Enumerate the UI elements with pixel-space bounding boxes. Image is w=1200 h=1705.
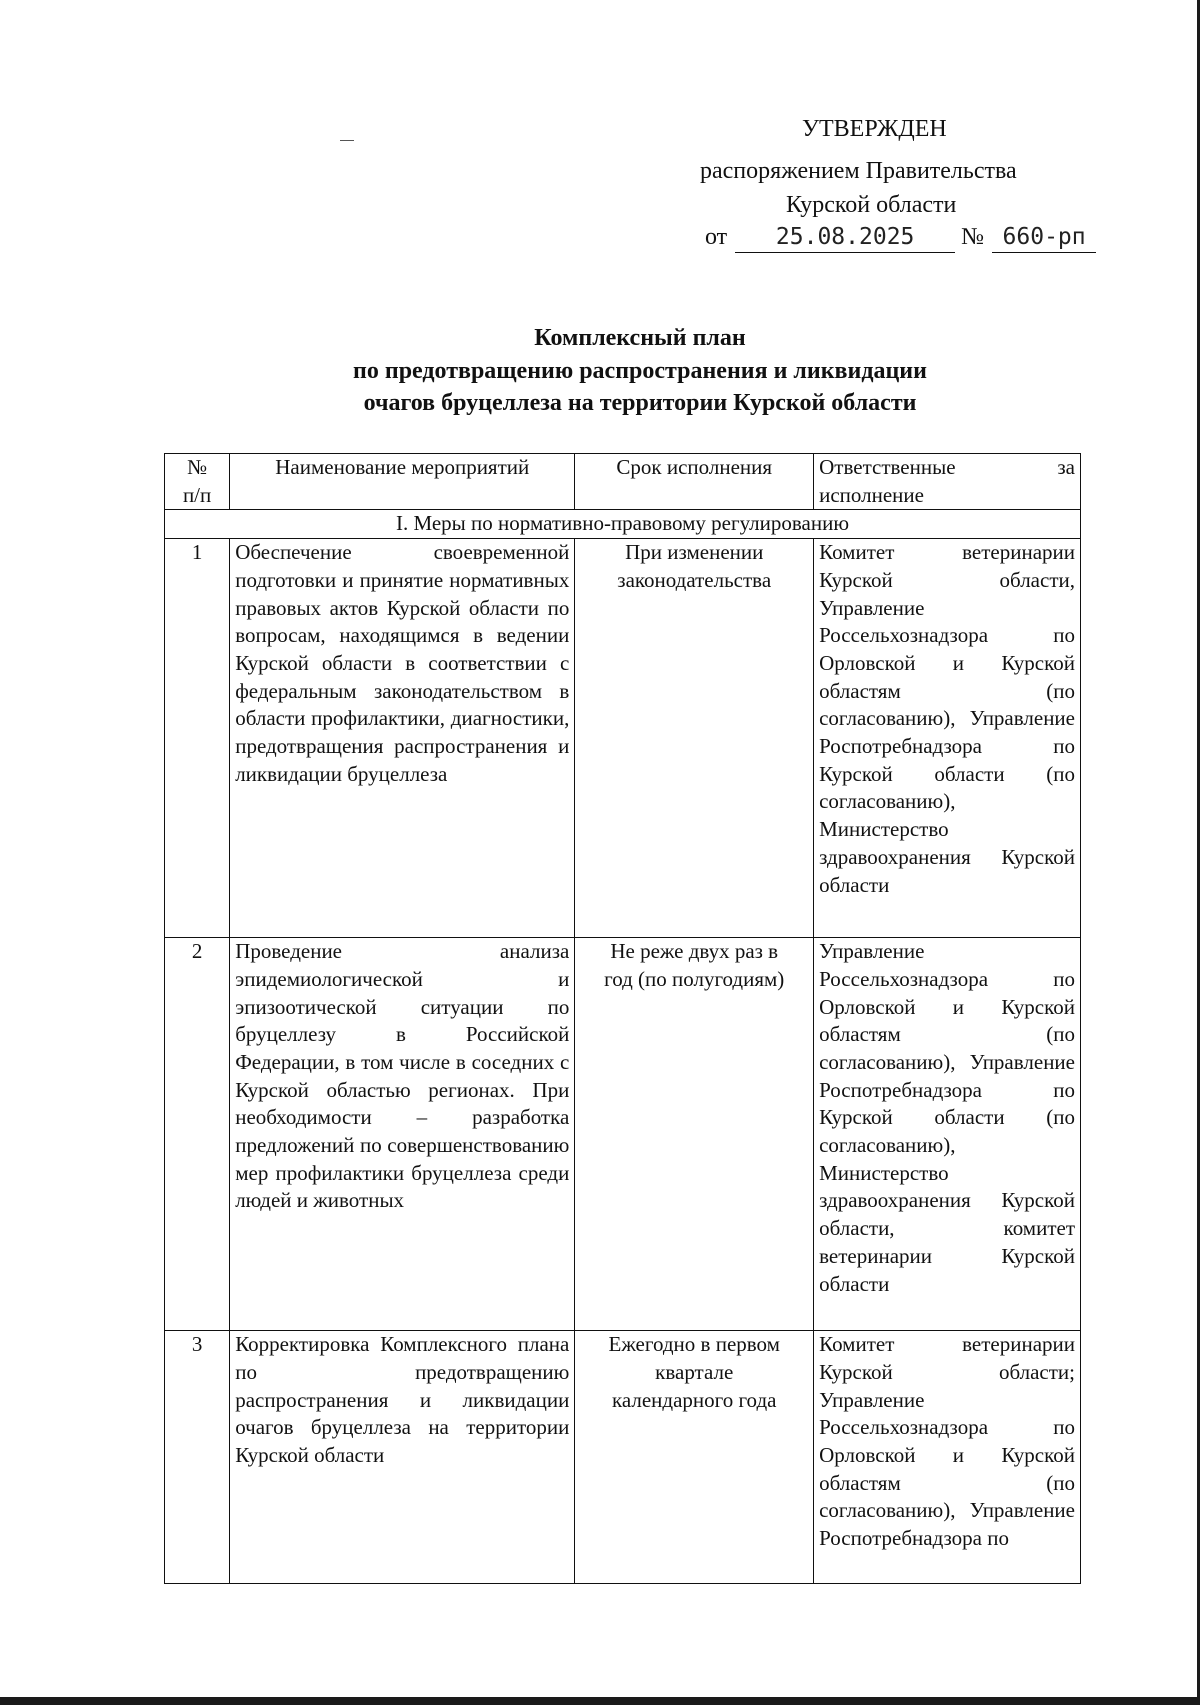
header-num: № п/п xyxy=(165,454,230,510)
header-resp-word2: за xyxy=(1057,455,1075,479)
row-num: 3 xyxy=(165,1331,230,1584)
row-responsible: Управление Россельхознадзора по Орловской и Курской областям (по согласованию), Управление Роспотребнадзора по Курской области (по согласованию), Министерство здравоохранения Курской области, комитет ветеринарии Курской области xyxy=(814,938,1081,1331)
row-term: При изменении законодательства xyxy=(575,539,814,938)
row-num: 2 xyxy=(165,938,230,1331)
plan-table xyxy=(164,453,1081,1584)
row-responsible: Комитет ветеринарии Курской области; Управление Россельхознадзора по Орловской и Курской областям (по согласованию), Управление Роспотребнадзора по xyxy=(814,1331,1081,1584)
table-header-row xyxy=(165,454,1081,510)
row-term: Ежегодно в первом квартале календарного года xyxy=(575,1331,814,1584)
scan-speck xyxy=(340,140,354,141)
scan-edge-bottom xyxy=(0,1697,1200,1705)
header-resp-line2: исполнение xyxy=(819,482,924,507)
number-prefix: № xyxy=(961,224,985,250)
approval-date-line xyxy=(705,220,1096,254)
row-name: Обеспечение своевременной подготовки и принятие нормативных правовых актов Курской области по вопросам, находящимся в ведении Курской области в соответствии с федеральным законодательством в области профилактики, диагностики, предотвращения распространения и ликвидации бруцеллеза xyxy=(230,539,575,938)
row-name: Проведение анализа эпидемиологической и эпизоотической ситуации по бруцеллезу в Российской Федерации, в том числе в соседних с Курской областью регионах. При необходимости – разработка предложений по совершенствованию мер профилактики бруцеллеза среди людей и животных xyxy=(230,938,575,1331)
approval-stamp: УТВЕРЖДЕН xyxy=(802,116,947,142)
title-line-2: по предотвращению распространения и ликвидации xyxy=(353,357,927,384)
row-num: 1 xyxy=(165,539,230,938)
section-row xyxy=(165,510,1081,539)
date-prefix: от xyxy=(705,224,728,250)
table-row xyxy=(165,539,1081,938)
section-title: I. Меры по нормативно-правовому регулированию xyxy=(165,510,1081,539)
row-term: Не реже двух раз в год (по полугодиям) xyxy=(575,938,814,1331)
approval-number: 660-рп xyxy=(992,222,1096,253)
approval-date: 25.08.2025 xyxy=(735,222,955,253)
document-title xyxy=(200,322,1080,420)
approval-region: Курской области xyxy=(786,192,957,218)
header-name: Наименование мероприятий xyxy=(230,454,575,510)
table-row xyxy=(165,938,1081,1331)
table-row xyxy=(165,1331,1081,1584)
row-responsible: Комитет ветеринарии Курской области, Управление Россельхознадзора по Орловской и Курской областям (по согласованию), Управление Роспотребнадзора по Курской области (по согласованию), Министерство здравоохранения Курской области xyxy=(814,539,1081,938)
header-responsible xyxy=(814,454,1081,510)
title-line-1: Комплексный план xyxy=(534,325,746,351)
approval-by: распоряжением Правительства xyxy=(700,158,1017,184)
row-name: Корректировка Комплексного плана по предотвращению распространения и ликвидации очагов бруцеллеза на территории Курской области xyxy=(230,1331,575,1584)
header-resp-word1: Ответственные xyxy=(819,455,956,479)
title-line-3: очагов бруцеллеза на территории Курской области xyxy=(363,390,917,416)
header-term: Срок исполнения xyxy=(575,454,814,510)
